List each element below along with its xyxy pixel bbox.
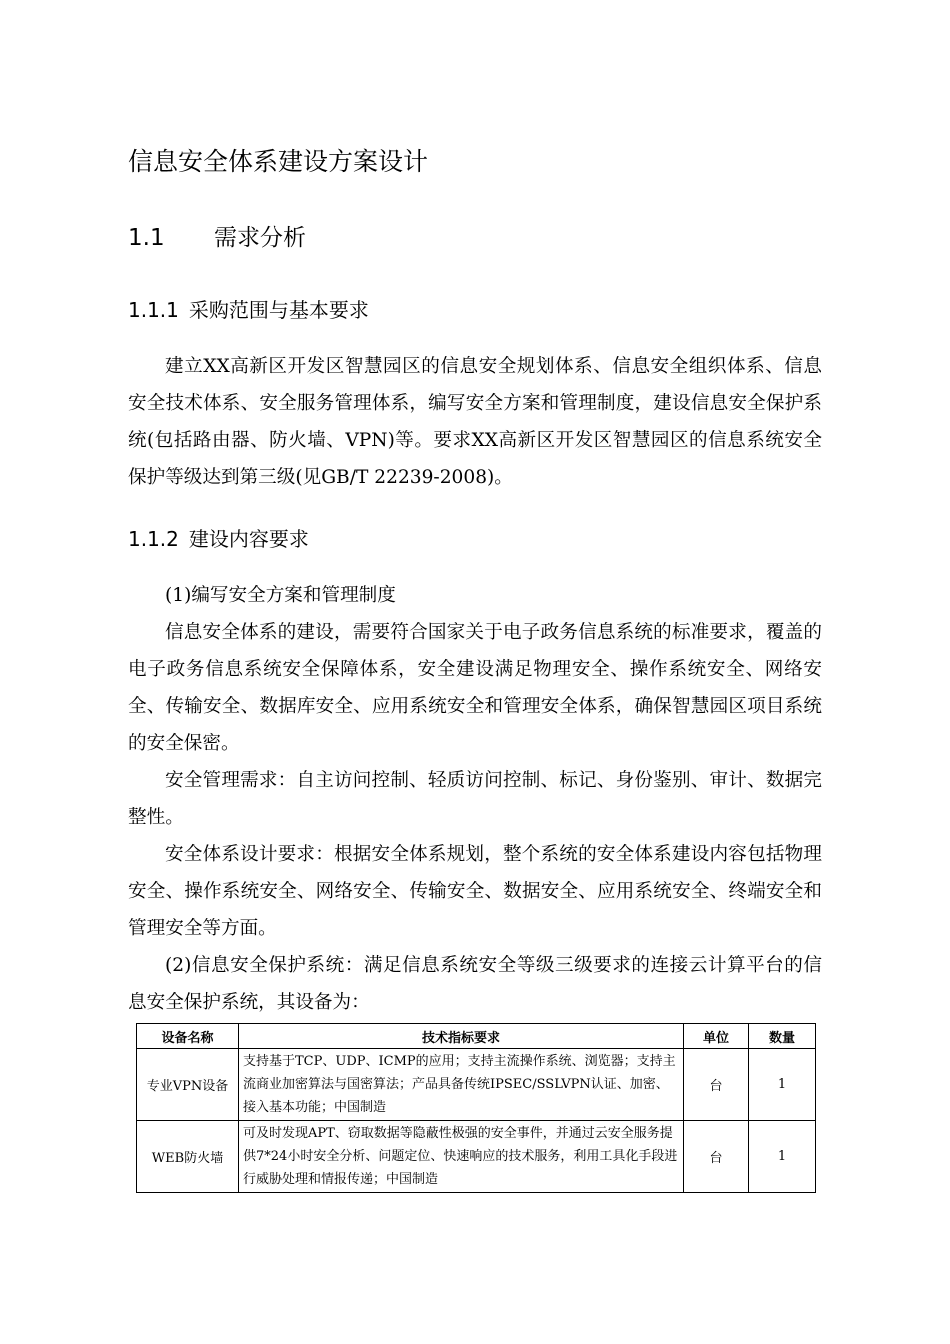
- subsection-number: 1.1.1: [128, 298, 179, 322]
- cell-device-name: 专业VPN设备: [137, 1049, 239, 1121]
- cell-requirements: 支持基于TCP、UDP、ICMP的应用；支持主流操作系统、浏览器；支持主流商业加密算法与国密算法；产品具备传统IPSEC/SSLVPN认证、加密、接入基本功能；中国制造: [239, 1049, 684, 1121]
- subsection-heading-2: [128, 523, 309, 552]
- management-paragraph: 安全管理需求：自主访问控制、轻质访问控制、标记、身份鉴别、审计、数据完整性。: [128, 770, 822, 828]
- cell-quantity: 1: [749, 1121, 816, 1193]
- header-device-name: 设备名称: [137, 1024, 239, 1049]
- standard-paragraph: 信息安全体系的建设，需要符合国家关于电子政务信息系统的标准要求，覆盖的电子政务信息系统安全保障体系，安全建设满足物理安全、操作系统安全、网络安全、传输安全、数据库安全、应用系统安全和管理安全体系，确保智慧园区项目系统的安全保密。: [128, 622, 822, 754]
- design-paragraph: 安全体系设计要求：根据安全体系规划，整个系统的安全体系建设内容包括物理安全、操作系统安全、网络安全、传输安全、数据安全、应用系统安全、终端安全和管理安全等方面。: [128, 844, 822, 939]
- list-item-1: (1)编写安全方案和管理制度: [165, 585, 396, 606]
- cell-unit: 台: [684, 1121, 749, 1193]
- subsection-heading-1: [128, 294, 369, 323]
- subsection-title: 采购范围与基本要求: [188, 298, 369, 322]
- list-item-2: (2)信息安全保护系统：满足信息系统安全等级三级要求的连接云计算平台的信息安全保护系统，其设备为：: [128, 955, 822, 1013]
- subsection-title: 建设内容要求: [188, 527, 309, 551]
- equipment-table: [136, 1023, 816, 1193]
- document-title: 信息安全体系建设方案设计: [128, 147, 429, 176]
- cell-requirements: 可及时发现APT、窃取数据等隐蔽性极强的安全事件，并通过云安全服务提供7*24小时安全分析、问题定位、快速响应的技术服务，利用工具化手段进行威胁处理和情报传递；中国制造: [239, 1121, 684, 1193]
- cell-unit: 台: [684, 1049, 749, 1121]
- procurement-paragraph: 建立XX高新区开发区智慧园区的信息安全规划体系、信息安全组织体系、信息安全技术体系、安全服务管理体系，编写安全方案和管理制度，建设信息安全保护系统(包括路由器、防火墙、VPN)等。要求XX高新区开发区智慧园区的信息系统安全保护等级达到第三级(见GB/T 22239-2008)。: [128, 356, 822, 488]
- subsection-number: 1.1.2: [128, 527, 179, 551]
- section-title: 需求分析: [214, 225, 306, 251]
- header-unit: 单位: [684, 1024, 749, 1049]
- cell-quantity: 1: [749, 1049, 816, 1121]
- table-header-row: [137, 1024, 816, 1049]
- cell-device-name: WEB防火墙: [137, 1121, 239, 1193]
- header-quantity: 数量: [749, 1024, 816, 1049]
- section-heading: [128, 219, 306, 252]
- section-number: 1.1: [128, 225, 165, 251]
- table-row: [137, 1121, 816, 1193]
- header-requirements: 技术指标要求: [239, 1024, 684, 1049]
- table-row: [137, 1049, 816, 1121]
